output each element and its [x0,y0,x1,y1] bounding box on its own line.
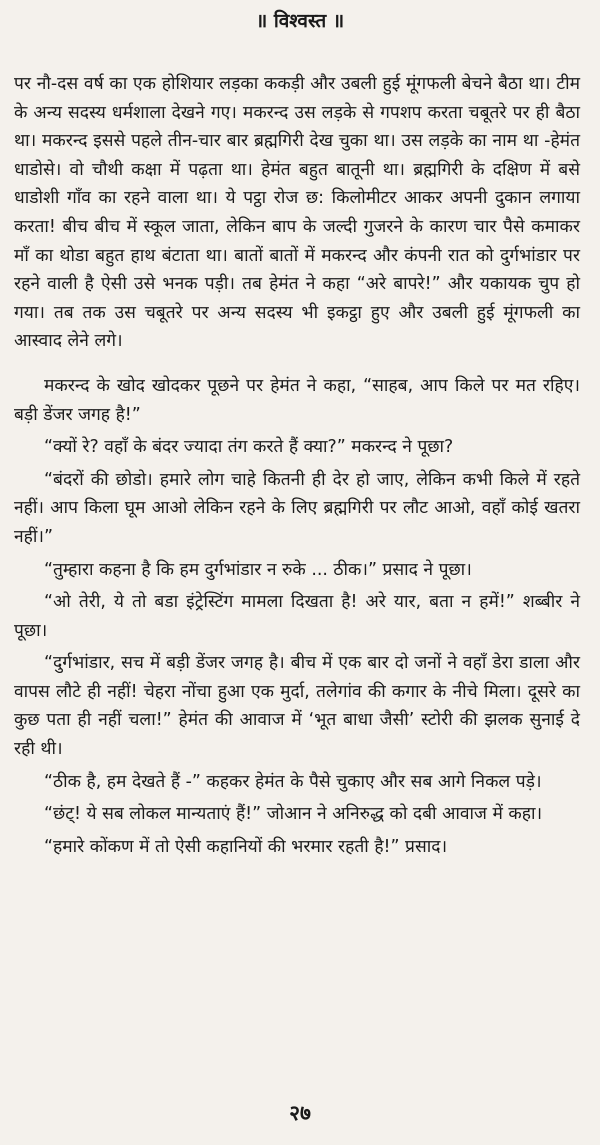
paragraph: “बंदरों की छोडो। हमारे लोग चाहे कितनी ही देर हो जाए, लेकिन कभी किले में रहते नहीं। आप किला घूम आओ लेकिन रहने के लिए ब्रह्मगिरी पर लौट आओ, वहाँ कोई खतरा नहीं।” [14,469,580,547]
paragraph: “ओ तेरी, ये तो बडा इंट्रेस्टिंग मामला दिखता है! अरे यार, बता न हमें!” शब्बीर ने पूछा। [14,592,580,641]
paragraph: “दुर्गभांडार, सच में बड़ी डेंजर जगह है। बीच में एक बार दो जनों ने वहाँ डेरा डाला और वापस लौटे ही नहीं! चेहरा नोंचा हुआ एक मुर्दा, तलेगांव की कगार के नीचे मिला। दूसरे का कुछ पता ही नहीं चला!” हेमंत की आवाज में ‘भूत बाधा जैसी’ स्टोरी की झलक सुनाई दे रही थी। [14,653,580,760]
paragraph: मकरन्द के खोद खोदकर पूछने पर हेमंत ने कहा, “साहब, आप किले पर मत रहिए। बड़ी डेंजर जगह है!” [14,375,580,425]
paragraph: पर नौ-दस वर्ष का एक होशियार लड़का ककड़ी और उबली हुई मूंगफली बेचने बैठा था। टीम के अन्य सदस्य धर्मशाला देखने गए। मकरन्द उस लड़के से गपशप करता चबूतरे पर ही बैठा था। मकरन्द इससे पहले तीन-चार बार ब्रह्मगिरी देख चुका था। उस लड़के का नाम था -हेमंत धाडोसे। वो चौथी कक्षा में पढ़ता था। हेमंत बहुत बातूनी था। ब्रह्मगिरी के दक्षिण में बसे धाडोशी गाँव का रहने वाला था। ये पट्ठा रोज छ: किलोमीटर आकर अपनी दुकान लगाया करता! बीच बीच में स्कूल जाता, लेकिन बाप के जल्दी गुजरने के कारण चार पैसे कमाकर माँ का थोडा बहुत हाथ बंटाता था। बातों बातों में मकरन्द और कंपनी रात को दुर्गभांडार पर रहने वाली है ऐसी उसे भनक पड़ी। तब हेमंत ने कहा “अरे बापरे!” और यकायक चुप हो गया। तब तक उस चबूतरे पर अन्य सदस्य भी इकट्ठा हुए और उबली हुई मूंगफली का आस्वाद लेने लगे। [14,74,580,352]
paragraph: “छंट्! ये सब लोकल मान्यताएं हैं!” जोआन ने अनिरुद्ध को दबी आवाज में कहा। [44,804,543,825]
paragraph: “क्यों रे? वहाँ के बंदर ज्यादा तंग करते हैं क्या?” मकरन्द ने पूछा? [44,437,454,458]
page-number: २७ [289,1101,311,1125]
paragraph: “तुम्हारा कहना है कि हम दुर्गभांडार न रुके ... ठीक।” प्रसाद ने पूछा। [44,559,472,580]
paragraph: “हमारे कोंकण में तो ऐसी कहानियों की भरमार रहती है!” प्रसाद। [44,836,448,857]
paragraph: “ठीक है, हम देखते हैं -” कहकर हेमंत के पैसे चुकाए और सब आगे निकल पड़े। [44,771,542,792]
running-title: ॥ विश्वस्त ॥ [255,10,345,32]
body-text [14,70,580,861]
